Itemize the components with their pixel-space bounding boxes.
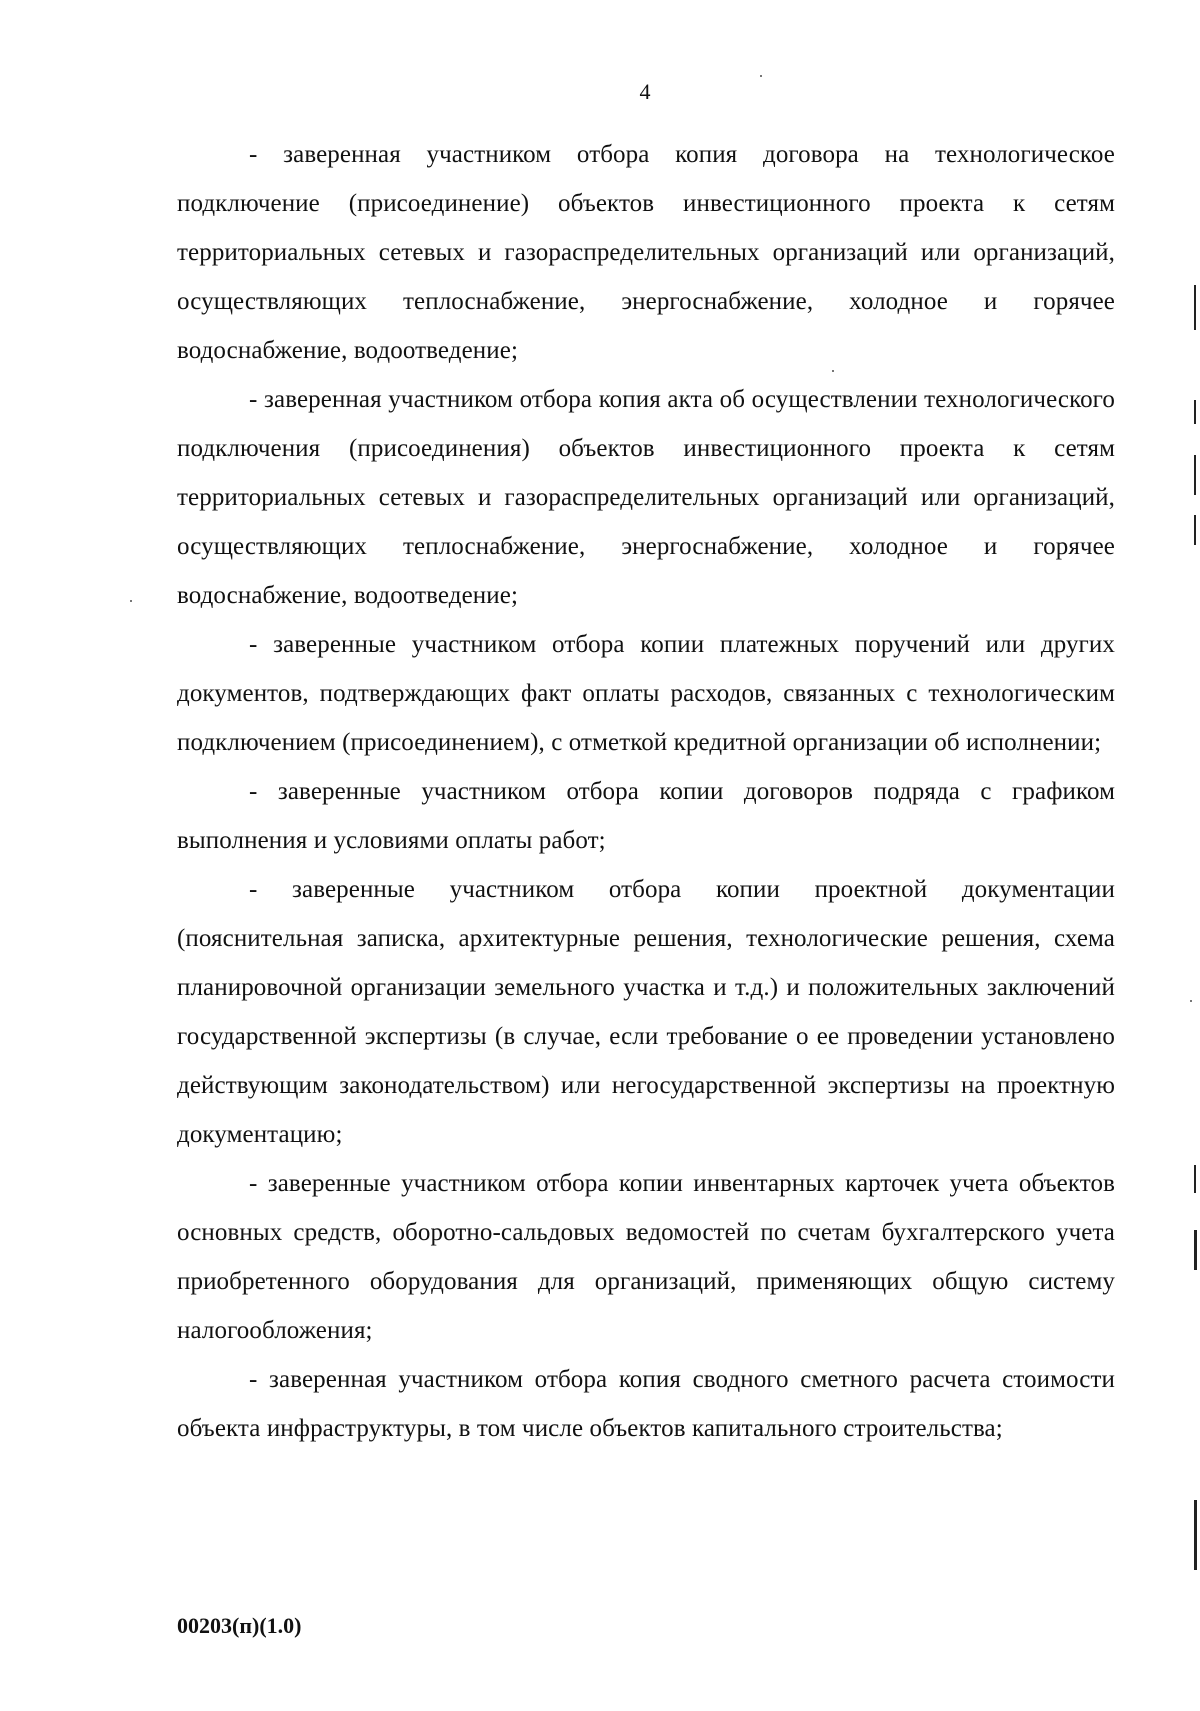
scan-edge-mark [1194,400,1196,424]
scan-dot [1190,1000,1192,1002]
paragraph: - заверенная участником отбора копия акта об осуществлении технологического подключения (присоединения) объектов инвестиционного проекта к сетям территориальных сетевых и газораспределительных организаций или организаций, осуществляющих теплоснабжение, энергоснабжение, холодное и горячее водоснабжение, водоотведение; [177,386,1115,609]
scan-dot [130,600,132,602]
paragraph: - заверенные участником отбора копии инвентарных карточек учета объектов основных средств, оборотно-сальдовых ведомостей по счетам бухгалтерского учета приобретенного оборудования для организаций, применяющих общую систему налогообложения; [177,1170,1115,1344]
document-body [177,130,1115,1453]
paragraph: - заверенная участником отбора копия договора на технологическое подключение (присоединение) объектов инвестиционного проекта к сетям территориальных сетевых и газораспределительных организаций или организаций, осуществляющих теплоснабжение, энергоснабжение, холодное и горячее водоснабжение, водоотведение; [177,141,1115,364]
scan-dot [832,370,834,372]
paragraph: - заверенные участником отбора копии платежных поручений или других документов, подтверждающих факт оплаты расходов, связанных с технологическим подключением (присоединением), с отметкой кредитной организации об исполнении; [177,631,1115,756]
paragraph: - заверенные участником отбора копии проектной документации (пояснительная записка, архитектурные решения, технологические решения, схема планировочной организации земельного участка и т.д.) и положительных заключений государственной экспертизы (в случае, если требование о ее проведении установлено действующим законодательством) или негосударственной экспертизы на проектную документацию; [177,876,1115,1148]
scan-edge-mark [1194,1230,1197,1270]
scan-edge-mark [1194,1165,1196,1193]
scan-edge-mark [1194,515,1196,545]
scan-edge-mark [1194,455,1196,495]
scan-dot [760,75,762,77]
scan-edge-mark [1194,1500,1197,1570]
document-code: 00203(п)(1.0) [177,1613,302,1638]
paragraph: - заверенные участником отбора копии договоров подряда с графиком выполнения и условиями оплаты работ; [177,778,1115,854]
page-number: 4 [639,79,651,104]
scan-edge-mark [1194,285,1196,330]
paragraph: - заверенная участником отбора копия сводного сметного расчета стоимости объекта инфраструктуры, в том числе объектов капитального строительства; [177,1366,1115,1442]
